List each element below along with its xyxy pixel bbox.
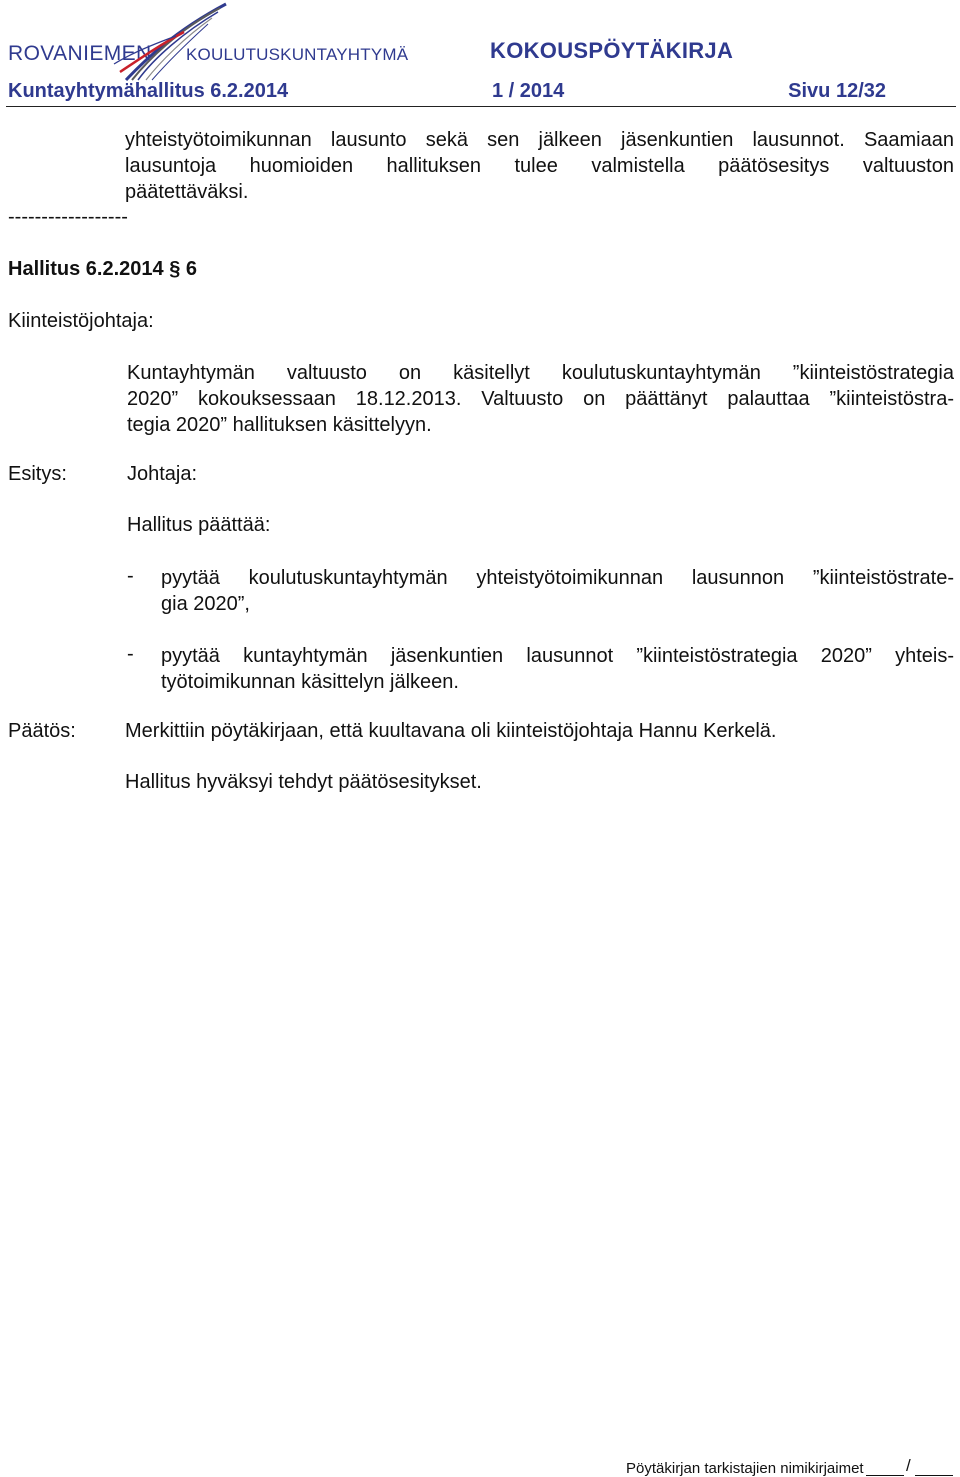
footer-initials-label: Pöytäkirjan tarkistajien nimikirjaimet [626, 1460, 864, 1477]
initials-separator: / [906, 1456, 911, 1475]
intro-line: yhteistyötoimikunnan lausunto sekä sen jälkeen jäsenkuntien lausunnot. Saamiaan [125, 129, 954, 151]
list-item-line: pyytää koulutuskuntayhtymän yhteistyötoimikunnan lausunnon ”kiinteistöstrate- [161, 567, 954, 589]
document-type: KOKOUSPÖYTÄKIRJA [490, 38, 734, 63]
meeting-name: Kuntayhtymähallitus 6.2.2014 [8, 80, 289, 102]
section-number: 6 [185, 258, 198, 280]
logo-text-left: ROVANIEMEN [8, 42, 152, 65]
list-bullet: - [127, 643, 134, 665]
board-decides-label: Hallitus päättää: [127, 514, 271, 536]
background-line: 2020” kokouksessaan 18.12.2013. Valtuusto on päättänyt palauttaa ”kiinteistöstra- [127, 388, 954, 410]
list-item [161, 643, 954, 695]
intro-paragraph [125, 127, 954, 205]
list-bullet: - [127, 565, 134, 587]
background-paragraph [127, 360, 954, 438]
decision-label: Päätös: [8, 720, 76, 742]
section-separator: ------------------ [8, 206, 128, 228]
section-heading-date: Hallitus 6.2.2014 [8, 258, 164, 280]
section-sign: § [169, 258, 181, 280]
session-number: 1 / 2014 [492, 80, 565, 102]
intro-line: lausuntoja huomioiden hallituksen tulee valmistella päätösesitys valtuuston [125, 155, 954, 177]
page-number: Sivu 12/32 [788, 80, 886, 102]
intro-line: päätettäväksi. [125, 181, 249, 203]
org-logo [8, 2, 428, 82]
org-logo-graphic [8, 2, 428, 82]
proposer-label: Johtaja: [127, 463, 198, 485]
header-divider [6, 106, 956, 107]
list-item-line: pyytää kuntayhtymän jäsenkuntien lausunnot ”kiinteistöstrategia 2020” yhteis- [161, 645, 954, 667]
background-line: tegia 2020” hallituksen käsittelyyn. [127, 414, 432, 436]
presenter-label: Kiinteistöjohtaja: [8, 310, 154, 332]
initials-line-1 [866, 1475, 904, 1476]
decision-text: Merkittiin pöytäkirjaan, että kuultavana oli kiinteistöjohtaja Hannu Kerkelä. [125, 720, 777, 742]
section-heading [8, 258, 197, 281]
logo-text-right: KOULUTUSKUNTAYHTYMÄ [186, 45, 409, 64]
decision-text: Hallitus hyväksyi tehdyt päätösesitykset. [125, 771, 482, 793]
list-item-line: gia 2020”, [161, 593, 250, 615]
list-item [161, 565, 954, 617]
proposal-label: Esitys: [8, 463, 67, 485]
initials-line-2 [915, 1475, 953, 1476]
background-line: Kuntayhtymän valtuusto on käsitellyt koulutuskuntayhtymän ”kiinteistöstrategia [127, 362, 954, 384]
list-item-line: työtoimikunnan käsittelyn jälkeen. [161, 671, 459, 693]
